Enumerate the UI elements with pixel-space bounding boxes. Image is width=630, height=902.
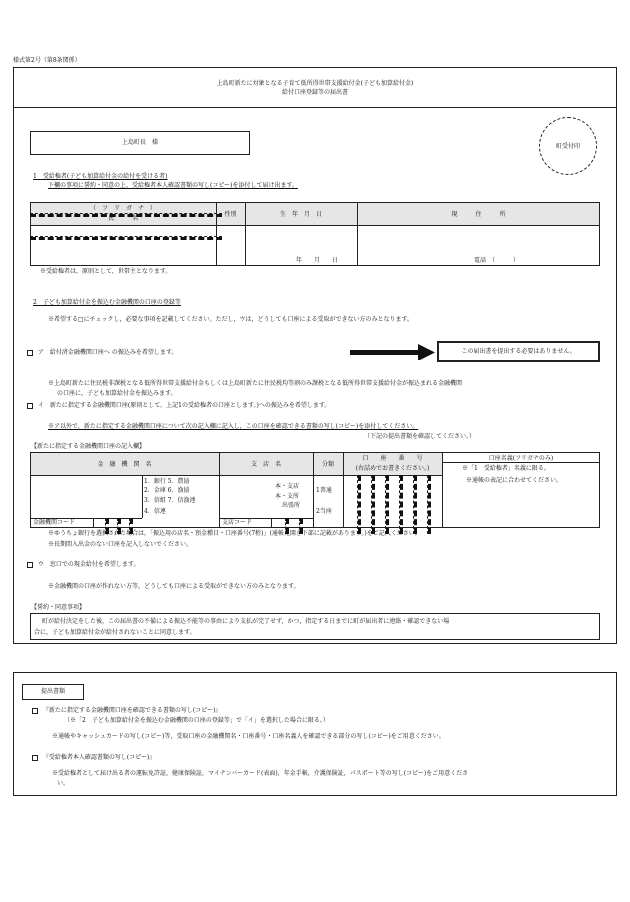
- doc-item1-row[interactable]: [32, 707, 221, 714]
- col-address: 現 住 所: [451, 211, 506, 218]
- doc-item1-sub: （※「2 子ども加算給付金を振込む金融機関の口座の登録等」で「イ」を選択した場合に限る。）: [64, 717, 329, 724]
- doc-item1-note: ※通帳やキャッシュカードの写し(コピー)等，受取口座の金融機関名・口座番号・口座名義人を確認できる部分の写し(コピー)をご用意ください。: [52, 733, 445, 740]
- digit-divider: [371, 475, 375, 534]
- pledge-line2: 合に，子ども加算給付金が給付されないことに同意します。: [34, 629, 196, 636]
- col-gender: 性別: [224, 211, 237, 218]
- digit-divider: [427, 475, 431, 534]
- code-divider: [93, 518, 94, 528]
- doc-item1-checkbox[interactable]: [32, 708, 38, 714]
- col-holder: 口座名義(フリガナのみ): [488, 455, 554, 462]
- option-a-row[interactable]: [27, 349, 177, 356]
- recipient-header-line: [30, 225, 600, 226]
- account-type-1: 1普通: [316, 487, 332, 494]
- section1-note: ※受給権者は，原則として，世帯主となります。: [40, 268, 172, 275]
- code-divider: [271, 518, 272, 528]
- bank-col-divider-4: [442, 452, 443, 528]
- mayor-label: 上島町長 様: [121, 139, 158, 146]
- section1-heading: 1 受給権者(子ども加算給付金の給付を受ける者): [33, 173, 168, 180]
- doc-item1-label: 『新たに指定する金融機関口座を確認できる書類の写し(コピー)』: [42, 707, 222, 714]
- bank-type-3: 3．信組 7．信漁連: [144, 497, 196, 504]
- bank-type-divider: [142, 475, 143, 518]
- bank-type-2: 2．金庫 6．漁協: [144, 487, 190, 494]
- doc-item2-note1: ※受給権者として届け出る者の運転免許証，健康保険証，マイナンバーカード(表面)，年金手帳，介護保険証，パスポート等の写し(コピー)をご用意くださ: [52, 770, 469, 777]
- option-i-checkbox[interactable]: [27, 403, 33, 409]
- documents-title: 提出書類: [40, 688, 65, 695]
- doc-item2-row[interactable]: [32, 754, 155, 761]
- digit-divider: [413, 475, 417, 534]
- form-title-line2: 給付口座登録等の届出書: [281, 89, 348, 96]
- holder-note2: ※通帳の表記に合わせてください。: [466, 477, 563, 484]
- account-type-2: 2当座: [316, 508, 332, 515]
- col-birth: 生 年 月 日: [279, 211, 322, 218]
- phone-label: 電話 （ ）: [474, 257, 520, 264]
- section2-heading: 2 子ども加算給付金を振込む金融機関の口座の登録等: [33, 299, 181, 306]
- doc-item2-checkbox[interactable]: [32, 755, 38, 761]
- bank-col-divider-3: [343, 452, 344, 528]
- option-i-label: イ 新たに指定する金融機関口座(原則として，上記1の受給権者の口座とします。)への振込みを希望します。: [37, 402, 331, 409]
- option-a-label: ア 給付済金融機関口座へ の振込みを希望します。: [37, 349, 178, 356]
- bank-form-title: 【新たに指定する金融機関口座の記入欄】: [31, 443, 146, 450]
- birth-date-label: 年 月 日: [296, 257, 339, 264]
- col-account-number: 口 座 番 号: [362, 455, 423, 462]
- option-u-label: ウ 窓口での現金給付を希望します。: [37, 561, 140, 568]
- title-divider: [13, 107, 617, 108]
- digit-divider: [385, 475, 389, 534]
- option-i-row[interactable]: [27, 402, 330, 409]
- note-a-line1: ※上島町新たに住民税非課税となる低所得世帯支援給付金もしくは上島町新たに住民税均等割のみ課税となる低所得世帯支援給付金が振込まれる金融機関: [48, 380, 463, 387]
- note-u: ※金融機関の口座が作れない方等，どうしても口座による受取ができない方のみとなります。: [48, 583, 300, 590]
- col-branch-name: 支 店 名: [250, 461, 281, 468]
- branch-type-3: 出張所: [282, 502, 301, 509]
- form-number: 様式第2号（第8条関係）: [13, 57, 81, 64]
- furigana-entry-line: [30, 236, 222, 240]
- yucho-note: ※ゆうちょ銀行を選択された場合は，「振込用の店名・預金種目・口座番号(7桁)」(通帳見開き下部に記載があります。)をご記入ください。: [48, 530, 421, 537]
- branch-type-1: 本・支店: [275, 483, 300, 490]
- reception-stamp-label: 町受付印: [555, 143, 580, 150]
- branch-type-2: 本・支所: [275, 493, 300, 500]
- col-account-sub: (右詰めでお書きください。): [355, 465, 430, 472]
- note-a-line2: の口座に，子ども加算給付金を振込みます。: [57, 390, 177, 397]
- option-a-checkbox[interactable]: [27, 350, 33, 356]
- digit-divider: [399, 475, 403, 534]
- col-furigana: （ フ リ ガ ナ ）: [89, 205, 156, 212]
- branch-code-label: 支店コード: [222, 519, 253, 526]
- option-u-row[interactable]: [27, 561, 139, 568]
- form-title-line1: 上島町新たに対象となる子育て低所得世帯支援給付金(子ども加算給付金): [216, 80, 414, 87]
- doc-item2-note2: い。: [57, 780, 70, 787]
- section1-instruction: 下欄の事項に誓約・同意の上、受給権者本人確認書類の写し(コピー)を添付して届け出ます。: [48, 182, 298, 189]
- digit-divider: [357, 475, 361, 534]
- col-type: 分類: [321, 461, 334, 468]
- arrow-right-icon: [350, 344, 435, 360]
- note-i-line1: ※ア以外で，新たに指定する金融機関口座について次の記入欄に記入し，この口座を確認できる書類の写し(コピー)を添付してください。: [48, 423, 419, 430]
- pledge-line1: 町が給付決定をした後，この届出書の不備による振込不能等の事由により支払が完了せず，かつ，指定する日までに町が届出者に連絡・確認できない場: [42, 618, 450, 625]
- col-name: 氏 名: [107, 215, 138, 222]
- doc-item2-label: 『受給権者本人確認書類の写し(コピー)』: [42, 754, 156, 761]
- bank-code-label: 金融機関コード: [33, 519, 76, 526]
- no-need-text: この届出書を提出する必要はありません。: [461, 348, 576, 355]
- pledge-title: 【誓約・同意事項】: [31, 604, 86, 611]
- col-bank-name: 金 融 機 関 名: [97, 461, 152, 468]
- option-u-checkbox[interactable]: [27, 562, 33, 568]
- longterm-note: ※長期間入出金のない口座を記入しないでください。: [48, 541, 193, 548]
- bank-type-1: 1．銀行 5．農協: [144, 478, 190, 485]
- holder-note1: ※「1 受給権者」名義に限る。: [462, 465, 550, 472]
- note-i-line2: （下記の提出書類を確認してください。）: [364, 433, 476, 440]
- bank-type-4: 4．信連: [144, 508, 166, 515]
- bank-header-line: [30, 475, 442, 476]
- section2-note: ※希望する□にチェックし，必要な事項を記載してください。ただし，ウは，どうしても口座による受取ができない方のみとなります。: [48, 316, 414, 323]
